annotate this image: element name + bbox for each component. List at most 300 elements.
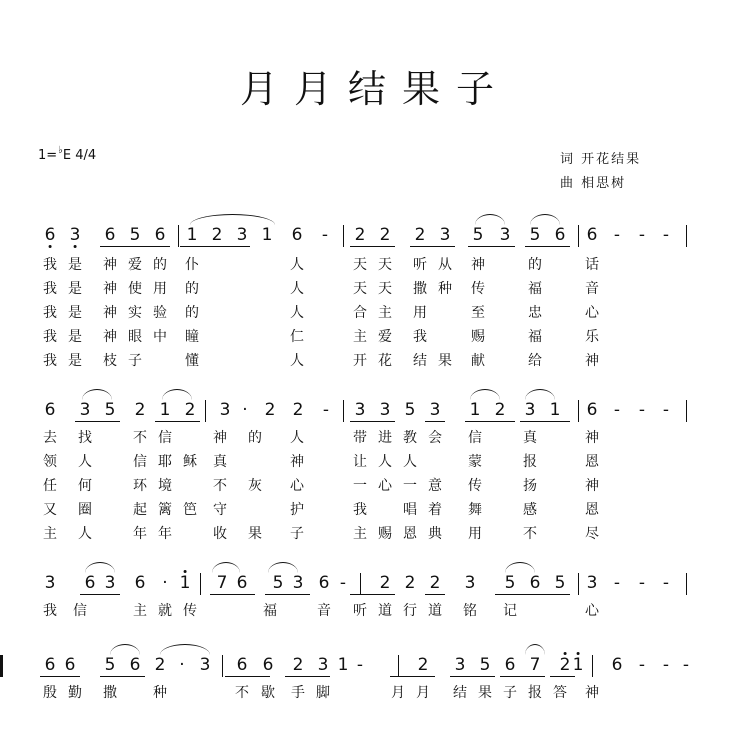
lyric-char: 典 [428, 526, 442, 542]
note: 2 [354, 225, 366, 245]
slur-arc [212, 562, 240, 573]
slur-arc [530, 214, 560, 225]
lyric-char: 不 [213, 478, 227, 494]
beam-underline [180, 246, 250, 247]
lyric-char: 环 [133, 478, 147, 494]
note: 6 [586, 225, 598, 245]
note: 1 [186, 225, 198, 245]
slur-arc [525, 389, 555, 400]
note: 5 [404, 400, 416, 420]
lyric-char: 勤 [68, 685, 82, 701]
lyric-char: 结 [413, 353, 427, 369]
lyric-char: 带 [353, 430, 367, 446]
lyric-char: 主 [378, 305, 392, 321]
extension-dash: - [638, 400, 646, 420]
lyric-char: 让 [353, 454, 367, 470]
extension-dash: - [662, 225, 670, 245]
lyric-char: 子 [503, 685, 517, 701]
note: 3 [586, 573, 598, 593]
lyric-char: 年 [133, 526, 147, 542]
lyric-char: 神 [103, 257, 117, 273]
note: 5 [472, 225, 484, 245]
lyric-char: 至 [471, 305, 485, 321]
slur-arc [525, 644, 545, 655]
lyric-char: 仁 [290, 329, 304, 345]
barline [343, 225, 344, 247]
note: 6 [236, 655, 248, 675]
lyric-char: 主 [353, 329, 367, 345]
note: 3 [317, 655, 329, 675]
extension-dash: - [662, 573, 670, 593]
final-barline [0, 655, 3, 677]
lyric-char: 眼 [128, 329, 142, 345]
lyric-char: 就 [158, 603, 172, 619]
note: 2 [560, 655, 571, 675]
lyric-char: 结 [453, 685, 467, 701]
lyric-char: 心 [585, 603, 599, 619]
lyric-char: 人 [290, 305, 304, 321]
lyric-char: 的 [528, 257, 542, 273]
lyric-char: 人 [403, 454, 417, 470]
lyric-char: 的 [185, 281, 199, 297]
lyric-char: 赐 [471, 329, 485, 345]
note: 5 [104, 655, 116, 675]
note: 6 [134, 573, 146, 593]
lyric-char: 话 [585, 257, 599, 273]
note: 1 [337, 655, 349, 675]
note: 1 [469, 400, 481, 420]
slur-arc [160, 644, 210, 655]
slur-arc [505, 562, 535, 573]
lyric-char: 耶 [158, 454, 172, 470]
lyric-char: 恩 [585, 454, 599, 470]
extension-dash: - [682, 655, 690, 675]
lyric-char: 中 [153, 329, 167, 345]
lyric-char: 用 [153, 281, 167, 297]
lyric-char: 神 [290, 454, 304, 470]
lyric-char: 是 [68, 281, 82, 297]
lyric-char: 心 [378, 478, 392, 494]
lyric-char: 年 [158, 526, 172, 542]
lyric-char: 我 [43, 257, 57, 273]
extension-dash: - [613, 573, 621, 593]
barline [578, 573, 579, 595]
note: 2 [264, 400, 276, 420]
barline [592, 655, 593, 677]
note: 6 [44, 655, 56, 675]
note: 6 [44, 400, 56, 420]
lyric-char: 传 [468, 478, 482, 494]
note: 5 [554, 573, 566, 593]
lyric-char: 爱 [378, 329, 392, 345]
note: 7 [529, 655, 541, 675]
lyric-char: 福 [263, 603, 277, 619]
beam-underline [40, 676, 80, 677]
song-title: 月月结果子 [239, 67, 510, 111]
note: 3 [499, 225, 511, 245]
note: 6 [291, 225, 303, 245]
beam-underline [465, 421, 515, 422]
note: 3 [354, 400, 366, 420]
lyric-char: 福 [528, 329, 542, 345]
key-signature [38, 145, 97, 163]
lyric-char: 仆 [185, 257, 199, 273]
lyric-char: 从 [438, 257, 452, 273]
lyric-char: 铭 [463, 603, 477, 619]
dot-extension: · [162, 573, 168, 593]
beam-underline [100, 246, 170, 247]
lyric-char: 神 [213, 430, 227, 446]
lyric-char: 灰 [248, 478, 262, 494]
dot-extension: · [179, 655, 185, 675]
lyric-char: 种 [438, 281, 452, 297]
beam-underline [350, 594, 395, 595]
lyric-char: 人 [290, 353, 304, 369]
lyric-char: 教 [403, 430, 417, 446]
extension-dash: - [321, 225, 329, 245]
lyric-char: 我 [43, 281, 57, 297]
lyric-char: 种 [153, 685, 167, 701]
lyric-char: 果 [248, 526, 262, 542]
note: 2 [292, 655, 304, 675]
note: 6 [236, 573, 248, 593]
lyric-char: 福 [528, 281, 542, 297]
flat-sign: ♭ [58, 145, 63, 156]
note: 6 [611, 655, 623, 675]
note: 2 [292, 400, 304, 420]
note: 6 [84, 573, 96, 593]
beam-underline [550, 676, 575, 677]
note: 3 [429, 400, 441, 420]
note: 6 [318, 573, 330, 593]
note: 5 [529, 225, 541, 245]
note: 6 [262, 655, 274, 675]
lyric-char: 神 [585, 478, 599, 494]
lyric-char: 我 [43, 603, 57, 619]
lyric-char: 月 [416, 685, 430, 701]
note: 5 [272, 573, 284, 593]
barline [578, 400, 579, 422]
slur-arc [470, 389, 500, 400]
note: 3 [454, 655, 466, 675]
high-octave-dot [576, 652, 579, 655]
lyric-char: 乐 [585, 329, 599, 345]
lyric-char: 报 [528, 685, 542, 701]
note: 6 [45, 225, 56, 245]
notation-row [0, 573, 750, 603]
note: 3 [79, 400, 91, 420]
beam-underline [100, 676, 145, 677]
lyric-char: 唱 [403, 502, 417, 518]
note: 3 [199, 655, 211, 675]
lyric-char: 殷 [43, 685, 57, 701]
note: 5 [479, 655, 491, 675]
note: 5 [129, 225, 141, 245]
lyric-char: 人 [78, 454, 92, 470]
note: 6 [586, 400, 598, 420]
beam-underline [468, 246, 515, 247]
lyric-char: 神 [471, 257, 485, 273]
extension-dash: - [662, 400, 670, 420]
beam-underline [525, 246, 570, 247]
lyric-char: 道 [428, 603, 442, 619]
lyric-char: 意 [428, 478, 442, 494]
lyric-char: 守 [213, 502, 227, 518]
barline [398, 655, 399, 677]
beam-underline [390, 676, 435, 677]
beam-underline [520, 421, 570, 422]
extension-dash: - [339, 573, 347, 593]
slur-arc [82, 389, 112, 400]
beam-underline [410, 246, 455, 247]
lyric-char: 舞 [468, 502, 482, 518]
lyric-char: 月 [391, 685, 405, 701]
lyric-char: 懂 [185, 353, 199, 369]
barline [686, 573, 687, 595]
note: 3 [70, 225, 81, 245]
lyric-char: 收 [213, 526, 227, 542]
barline [686, 400, 687, 422]
note: 5 [504, 573, 516, 593]
note: 6 [529, 573, 541, 593]
slur-arc [110, 644, 140, 655]
note: 5 [104, 400, 116, 420]
note: 1 [573, 655, 584, 675]
lyric-char: 爱 [128, 257, 142, 273]
lyric-char: 人 [290, 281, 304, 297]
note: 2 [417, 655, 429, 675]
lyric-char: 进 [378, 430, 392, 446]
beam-underline [425, 421, 445, 422]
barline [222, 655, 223, 677]
notation-row [0, 400, 750, 430]
lyric-char: 天 [378, 281, 392, 297]
lyric-char: 听 [413, 257, 427, 273]
extension-dash: - [638, 225, 646, 245]
low-octave-dot [73, 245, 76, 248]
lyric-char: 人 [78, 526, 92, 542]
lyric-char: 境 [158, 478, 172, 494]
notation-row [0, 225, 750, 255]
extension-dash: - [613, 225, 621, 245]
lyric-char: 是 [68, 305, 82, 321]
lyric-char: 何 [78, 478, 92, 494]
lyric-char: 子 [128, 353, 142, 369]
note: 2 [154, 655, 166, 675]
note: 2 [379, 225, 391, 245]
lyric-char: 人 [290, 257, 304, 273]
note: 6 [129, 655, 141, 675]
composer-credit: 曲 相思树 [560, 176, 627, 191]
lyric-char: 神 [103, 329, 117, 345]
lyric-char: 主 [133, 603, 147, 619]
lyric-char: 忠 [528, 305, 542, 321]
note: 1 [180, 573, 191, 593]
beam-underline [80, 594, 120, 595]
barline [686, 225, 687, 247]
lyric-char: 笆 [183, 502, 197, 518]
note: 2 [379, 573, 391, 593]
barline [578, 225, 579, 247]
lyric-char: 恩 [585, 502, 599, 518]
note: 7 [216, 573, 228, 593]
barline [343, 400, 344, 422]
lyric-char: 果 [478, 685, 492, 701]
lyric-char: 的 [185, 305, 199, 321]
note: 3 [104, 573, 116, 593]
note: 3 [236, 225, 248, 245]
lyric-char: 尽 [585, 526, 599, 542]
lyric-char: 护 [290, 502, 304, 518]
extension-dash: - [356, 655, 364, 675]
lyric-char: 稣 [183, 454, 197, 470]
lyric-char: 手 [291, 685, 305, 701]
lyric-char: 人 [290, 430, 304, 446]
lyric-char: 的 [248, 430, 262, 446]
barline [360, 573, 361, 595]
lyric-char: 我 [413, 329, 427, 345]
lyric-char: 天 [353, 257, 367, 273]
lyric-char: 给 [528, 353, 542, 369]
note: 2 [429, 573, 441, 593]
note: 6 [64, 655, 76, 675]
lyric-char: 我 [353, 502, 367, 518]
lyric-char: 天 [353, 281, 367, 297]
lyric-char: 任 [43, 478, 57, 494]
beam-underline [75, 421, 120, 422]
beam-underline [495, 594, 570, 595]
beam-underline [285, 676, 330, 677]
extension-dash: - [638, 655, 646, 675]
lyric-char: 传 [471, 281, 485, 297]
note: 3 [219, 400, 231, 420]
lyric-char: 起 [133, 502, 147, 518]
high-octave-dot [183, 570, 186, 573]
lyric-char: 感 [523, 502, 537, 518]
beam-underline [350, 421, 395, 422]
lyric-char: 不 [133, 430, 147, 446]
note: 3 [464, 573, 476, 593]
beam-underline [450, 676, 495, 677]
lyric-char: 真 [213, 454, 227, 470]
lyric-char: 瞳 [185, 329, 199, 345]
lyric-char: 花 [378, 353, 392, 369]
beam-underline [350, 246, 395, 247]
note: 6 [554, 225, 566, 245]
barline [205, 400, 206, 422]
lyric-char: 神 [103, 281, 117, 297]
high-octave-dot [563, 652, 566, 655]
lyric-char: 神 [585, 353, 599, 369]
lyric-char: 信 [73, 603, 87, 619]
note: 2 [404, 573, 416, 593]
lyric-char: 道 [378, 603, 392, 619]
slur-arc [162, 389, 192, 400]
lyric-char: 信 [133, 454, 147, 470]
notation-row [0, 655, 750, 685]
lyric-char: 用 [413, 305, 427, 321]
note: 2 [184, 400, 196, 420]
lyric-char: 一 [403, 478, 417, 494]
beam-underline [425, 594, 445, 595]
lyric-char: 我 [43, 329, 57, 345]
lyric-char: 行 [403, 603, 417, 619]
lyric-char: 不 [235, 685, 249, 701]
lyric-char: 蒙 [468, 454, 482, 470]
lyric-char: 音 [317, 603, 331, 619]
lyricist-credit: 词 开花结果 [560, 152, 642, 167]
note: 1 [549, 400, 561, 420]
lyric-char: 歇 [261, 685, 275, 701]
lyric-char: 是 [68, 257, 82, 273]
lyric-char: 主 [43, 526, 57, 542]
note: 1 [159, 400, 171, 420]
note: 2 [494, 400, 506, 420]
lyric-char: 是 [68, 329, 82, 345]
time-signature: 4/4 [75, 148, 97, 163]
lyric-char: 又 [43, 502, 57, 518]
key-note: E [62, 148, 72, 163]
lyric-char: 赐 [378, 526, 392, 542]
lyric-char: 撒 [103, 685, 117, 701]
note: 2 [134, 400, 146, 420]
lyric-char: 神 [585, 430, 599, 446]
beam-underline [265, 594, 310, 595]
note: 3 [379, 400, 391, 420]
note: 3 [439, 225, 451, 245]
lyric-char: 心 [290, 478, 304, 494]
lyric-char: 神 [103, 305, 117, 321]
lyric-char: 枝 [103, 353, 117, 369]
lyric-char: 实 [128, 305, 142, 321]
lyric-char: 真 [523, 430, 537, 446]
lyric-char: 一 [353, 478, 367, 494]
note: 2 [211, 225, 223, 245]
note: 6 [104, 225, 116, 245]
note: 3 [524, 400, 536, 420]
lyric-char: 篱 [158, 502, 172, 518]
lyric-char: 去 [43, 430, 57, 446]
lyric-char: 开 [353, 353, 367, 369]
low-octave-dot [48, 245, 51, 248]
lyric-char: 主 [353, 526, 367, 542]
key-prefix: 1= [38, 148, 58, 163]
lyric-char: 我 [43, 353, 57, 369]
extension-dash: - [322, 400, 330, 420]
note: 2 [414, 225, 426, 245]
note: 1 [261, 225, 273, 245]
lyric-char: 领 [43, 454, 57, 470]
lyric-char: 音 [585, 281, 599, 297]
beam-underline [210, 594, 255, 595]
lyric-char: 我 [43, 305, 57, 321]
lyric-char: 信 [468, 430, 482, 446]
extension-dash: - [638, 573, 646, 593]
lyric-char: 找 [78, 430, 92, 446]
lyric-char: 记 [503, 603, 517, 619]
lyric-char: 天 [378, 257, 392, 273]
slur-arc [475, 214, 505, 225]
lyric-char: 使 [128, 281, 142, 297]
note: 6 [154, 225, 166, 245]
note: 6 [504, 655, 516, 675]
lyric-char: 撒 [413, 281, 427, 297]
extension-dash: - [613, 400, 621, 420]
slur-arc [85, 562, 115, 573]
lyric-char: 报 [523, 454, 537, 470]
lyric-char: 献 [471, 353, 485, 369]
lyric-char: 验 [153, 305, 167, 321]
